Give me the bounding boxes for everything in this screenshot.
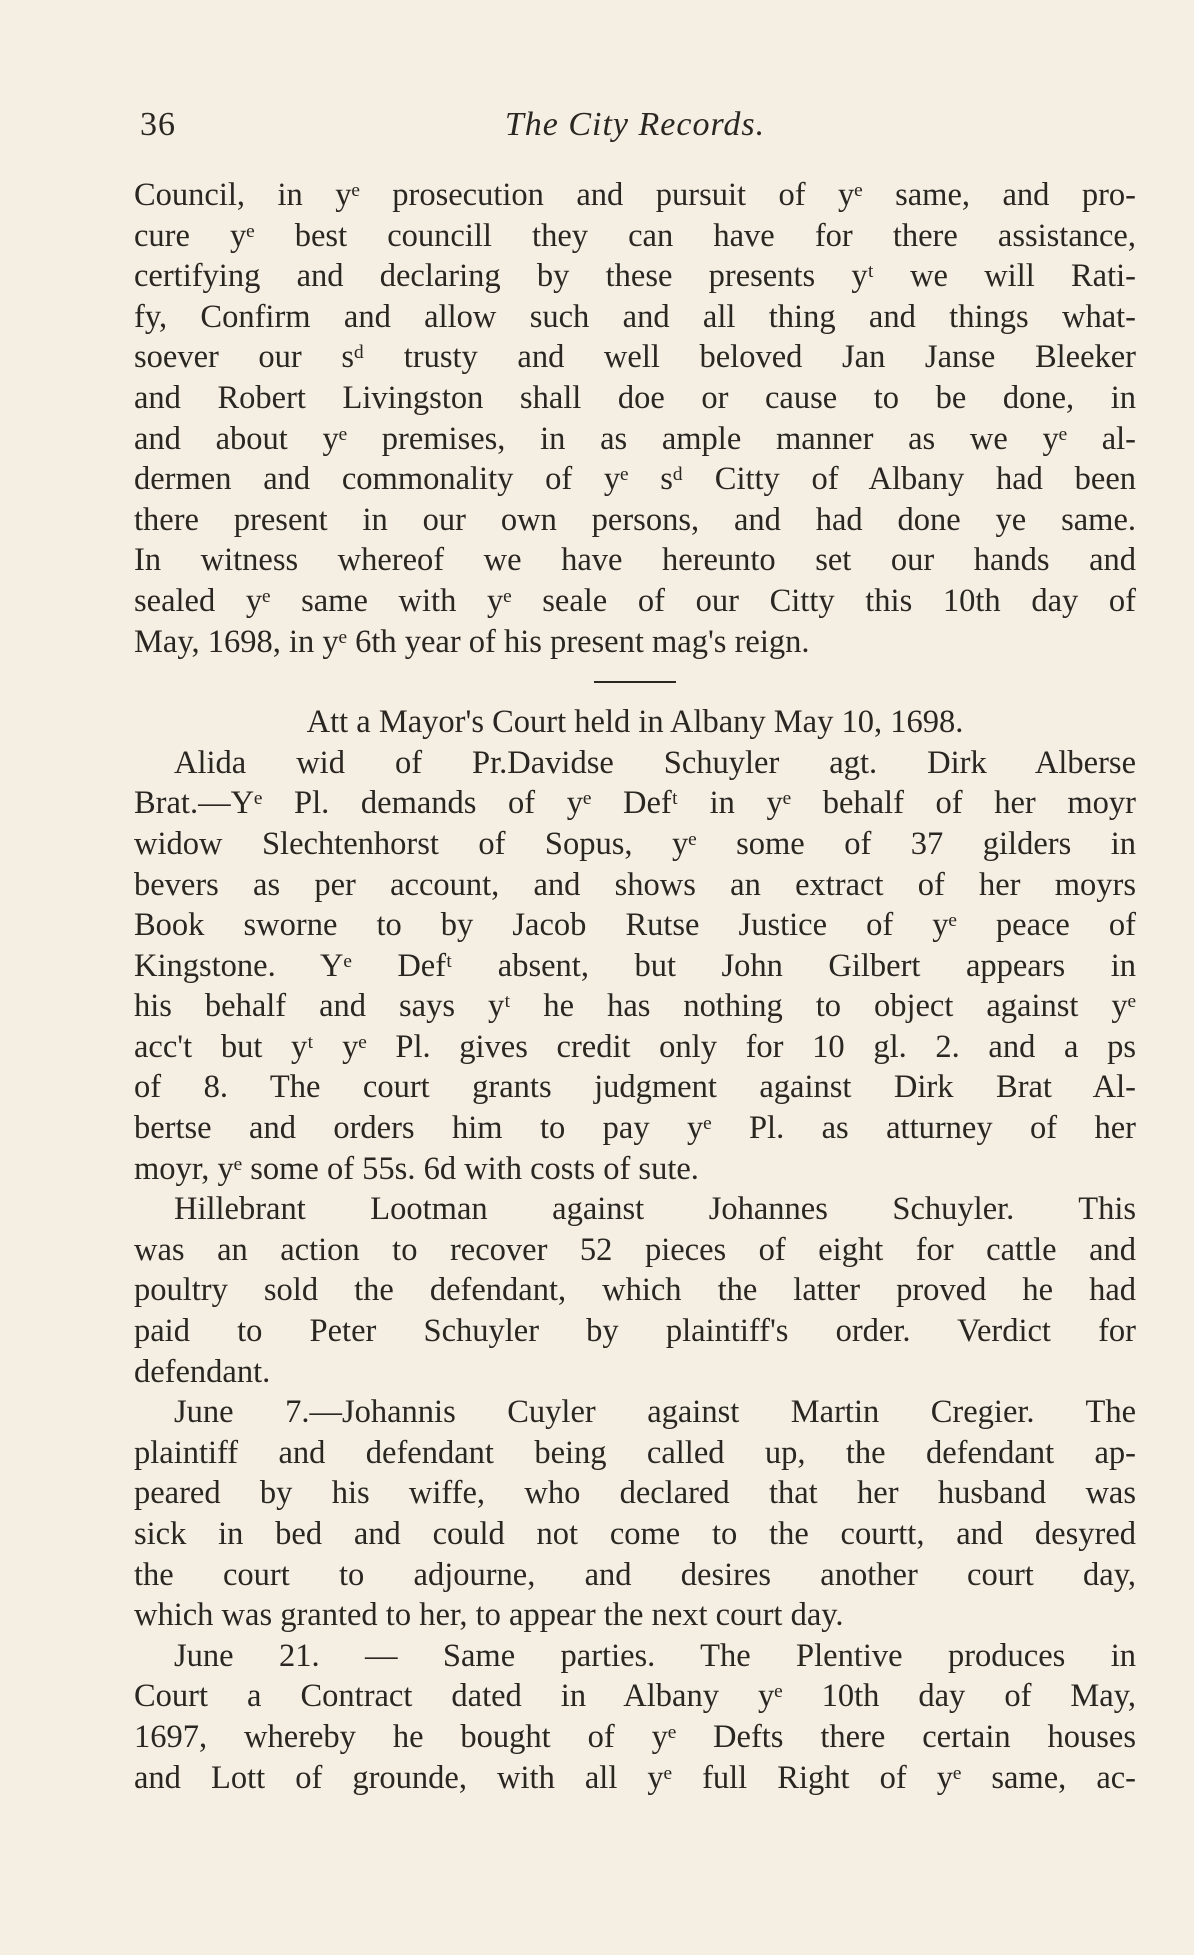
text-line: bevers as per account, and shows an extract of her moyrs — [134, 866, 1136, 903]
text-line: In witness whereof we have hereunto set our hands and — [134, 542, 1136, 579]
text-line: defendant. — [134, 1353, 271, 1390]
text-line: acc't but yᵗ yᵉ Pl. gives credit only for 10 gl. 2. and a ps — [134, 1028, 1136, 1065]
text-line: 1697, whereby he bought of yᵉ Defts there certain houses — [134, 1718, 1136, 1755]
paragraph-power-of-attorney — [134, 175, 1136, 662]
page-number: 36 — [140, 106, 176, 143]
text-line: widow Slechtenhorst of Sopus, yᵉ some of 37 gilders in — [134, 825, 1136, 862]
text-line: dermen and commonality of yᵉ sᵈ Citty of Albany had been — [134, 461, 1136, 498]
text-line: certifying and declaring by these presents yᵗ we will Rati- — [134, 258, 1136, 295]
running-head — [134, 100, 1136, 150]
text-line: paid to Peter Schuyler by plaintiff's order. Verdict for — [134, 1313, 1136, 1350]
text-line: was an action to recover 52 pieces of eight for cattle and — [134, 1231, 1136, 1268]
text-line: Court a Contract dated in Albany yᵉ 10th day of May, — [134, 1678, 1136, 1715]
text-line: and about yᵉ premises, in as ample manner as we yᵉ al- — [134, 420, 1136, 457]
text-line: plaintiff and defendant being called up, the defendant ap- — [134, 1434, 1136, 1471]
text-line: sick in bed and could not come to the courtt, and desyred — [134, 1516, 1136, 1552]
court-session — [134, 702, 1136, 1798]
text-line: Kingstone. Yᵉ Defᵗ absent, but John Gilbert appears in — [134, 947, 1136, 984]
text-line: there present in our own persons, and had done ye same. — [134, 501, 1136, 538]
text-line: moyr, yᵉ some of 55s. 6d with costs of sute. — [134, 1150, 699, 1187]
text-line: Brat.—Yᵉ Pl. demands of yᵉ Defᵗ in yᵉ behalf of her moyr — [134, 785, 1136, 822]
text-line: fy, Confirm and allow such and all thing and things what- — [134, 298, 1136, 335]
text-line: sealed yᵉ same with yᵉ seale of our Citty this 10th day of — [134, 582, 1136, 619]
text-line: bertse and orders him to pay yᵉ Pl. as atturney of her — [134, 1110, 1136, 1147]
section-divider — [594, 681, 676, 683]
text-line: cure yᵉ best councill they can have for there assistance, — [134, 217, 1136, 254]
text-line: of 8. The court grants judgment against Dirk Brat Al- — [134, 1069, 1136, 1106]
text-line: and Robert Livingston shall doe or cause to be done, in — [134, 379, 1136, 416]
book-page — [134, 100, 1136, 1798]
text-line: May, 1698, in yᵉ 6th year of his present mag's reign. — [134, 623, 810, 660]
text-line: poultry sold the defendant, which the latter proved he had — [134, 1272, 1136, 1309]
text-line: Hillebrant Lootman against Johannes Schuyler. This — [174, 1191, 1136, 1228]
text-line: the court to adjourne, and desires another court day, — [134, 1556, 1136, 1593]
text-line: Alida wid of Pr.Davidse Schuyler agt. Dirk Alberse — [174, 744, 1136, 781]
text-line: June 7.—Johannis Cuyler against Martin Cregier. The — [174, 1394, 1136, 1431]
text-line: Book sworne to by Jacob Rutse Justice of yᵉ peace of — [134, 907, 1136, 944]
text-line: which was granted to her, to appear the next court day. — [134, 1597, 844, 1634]
court-heading: Att a Mayor's Court held in Albany May 10, 1698. — [306, 704, 964, 741]
text-line: soever our sᵈ trusty and well beloved Jan Janse Bleeker — [134, 339, 1136, 376]
text-line: his behalf and says yᵗ he has nothing to object against yᵉ — [134, 988, 1136, 1025]
text-line: Council, in yᵉ prosecution and pursuit of yᵉ same, and pro- — [134, 177, 1136, 213]
text-line: peared by his wiffe, who declared that her husband was — [134, 1475, 1136, 1512]
text-line: and Lott of grounde, with all yᵉ full Right of yᵉ same, ac- — [134, 1759, 1136, 1796]
running-title: The City Records. — [504, 106, 766, 143]
text-line: June 21. — Same parties. The Plentive produces in — [174, 1637, 1136, 1674]
